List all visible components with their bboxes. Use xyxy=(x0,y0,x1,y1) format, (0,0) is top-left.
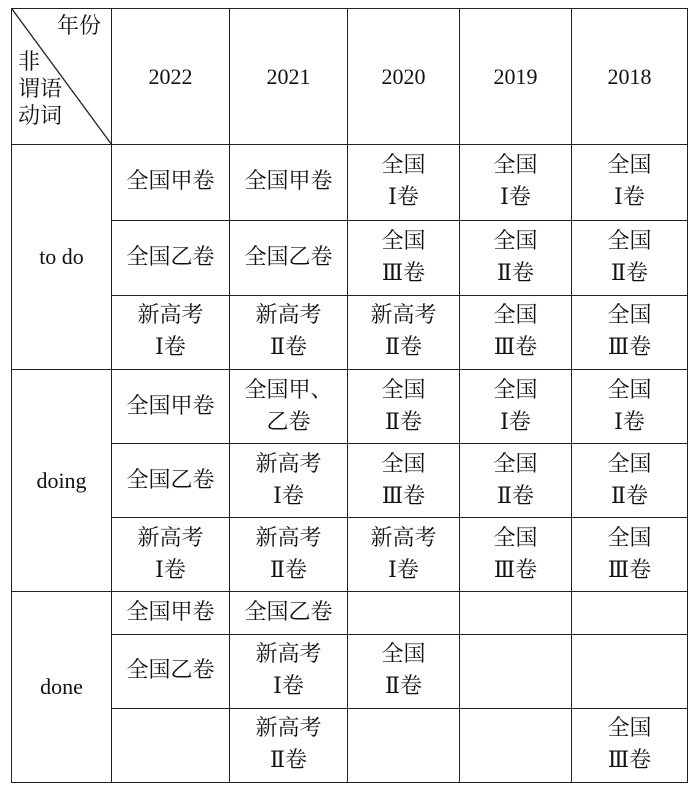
exam-cell-text: 全国 Ⅰ卷 xyxy=(607,153,652,211)
exam-cell-text: 全国 Ⅲ卷 xyxy=(493,525,538,583)
exam-cell xyxy=(112,369,230,443)
exam-cell xyxy=(230,220,348,295)
exam-cell xyxy=(112,444,230,518)
header-row xyxy=(12,9,688,145)
exam-cell-text: 新高考 Ⅰ卷 xyxy=(255,451,322,509)
exam-cell xyxy=(460,295,572,369)
exam-cell xyxy=(460,634,572,708)
exam-cell xyxy=(572,220,688,295)
verb-label: doing xyxy=(12,369,112,592)
exam-cell-text: 全国甲卷 xyxy=(126,393,215,419)
exam-cell xyxy=(112,220,230,295)
table-row xyxy=(12,708,688,782)
table-row xyxy=(12,592,688,634)
exam-cell xyxy=(112,145,230,220)
year-header: 2018 xyxy=(572,9,688,145)
table-row xyxy=(12,369,688,443)
exam-cell xyxy=(572,145,688,220)
exam-cell-text: 全国 Ⅱ卷 xyxy=(381,642,426,700)
exam-cell xyxy=(460,145,572,220)
exam-cell xyxy=(348,634,460,708)
exam-cell xyxy=(460,592,572,634)
exam-cell xyxy=(460,518,572,592)
exam-cell-text: 全国乙卷 xyxy=(244,244,333,270)
exam-cell xyxy=(230,444,348,518)
exam-cell-text: 全国 Ⅰ卷 xyxy=(493,153,538,211)
year-header: 2021 xyxy=(230,9,348,145)
exam-cell-text: 全国甲卷 xyxy=(126,600,215,626)
corner-cell xyxy=(12,9,112,145)
exam-cell-text: 新高考 Ⅰ卷 xyxy=(137,525,204,583)
exam-cell-text: 全国 Ⅲ卷 xyxy=(607,303,652,361)
exam-cell xyxy=(230,518,348,592)
exam-cell-text: 全国 Ⅱ卷 xyxy=(607,451,652,509)
exam-cell xyxy=(230,369,348,443)
year-header: 2020 xyxy=(348,9,460,145)
exam-cell xyxy=(230,592,348,634)
exam-cell-text: 新高考 Ⅰ卷 xyxy=(255,642,322,700)
verb-label: done xyxy=(12,592,112,783)
exam-cell-text: 新高考 Ⅰ卷 xyxy=(370,525,437,583)
table-row xyxy=(12,444,688,518)
exam-cell xyxy=(348,220,460,295)
exam-cell-text: 全国乙卷 xyxy=(126,244,215,270)
table-row xyxy=(12,518,688,592)
exam-cell xyxy=(230,708,348,782)
exam-cell-text: 全国 Ⅲ卷 xyxy=(493,303,538,361)
exam-cell xyxy=(348,592,460,634)
exam-cell-text: 全国甲卷 xyxy=(244,169,333,195)
exam-cell-text: 新高考 Ⅱ卷 xyxy=(255,303,322,361)
exam-cell xyxy=(230,145,348,220)
exam-cell xyxy=(112,708,230,782)
exam-cell-text: 全国甲卷 xyxy=(126,169,215,195)
exam-cell xyxy=(112,518,230,592)
exam-table xyxy=(11,8,688,783)
exam-cell-text: 全国 Ⅱ卷 xyxy=(493,228,538,286)
table-row xyxy=(12,634,688,708)
table-row xyxy=(12,295,688,369)
exam-cell-text: 新高考 Ⅰ卷 xyxy=(137,303,204,361)
verb-label: to do xyxy=(12,145,112,370)
exam-cell-text: 全国 Ⅲ卷 xyxy=(381,451,426,509)
exam-cell xyxy=(230,634,348,708)
table-row xyxy=(12,220,688,295)
exam-cell xyxy=(572,369,688,443)
exam-cell-text: 新高考 Ⅱ卷 xyxy=(255,716,322,774)
exam-cell xyxy=(572,592,688,634)
exam-cell xyxy=(348,444,460,518)
exam-cell-text: 全国 Ⅲ卷 xyxy=(607,525,652,583)
exam-cell-text: 新高考 Ⅱ卷 xyxy=(255,525,322,583)
exam-cell xyxy=(348,369,460,443)
exam-cell xyxy=(572,634,688,708)
exam-cell-text: 全国 Ⅱ卷 xyxy=(493,451,538,509)
corner-verb-label: 非 谓语 动词 xyxy=(18,50,63,129)
exam-cell xyxy=(460,369,572,443)
exam-cell-text: 全国 Ⅰ卷 xyxy=(381,153,426,211)
exam-cell xyxy=(112,592,230,634)
exam-cell-text: 全国 Ⅱ卷 xyxy=(381,377,426,435)
exam-cell-text: 全国 Ⅲ卷 xyxy=(607,716,652,774)
table-row xyxy=(12,145,688,220)
corner-year-label: 年份 xyxy=(56,14,101,39)
exam-cell-text: 全国 Ⅰ卷 xyxy=(607,377,652,435)
exam-cell-text: 全国甲、 乙卷 xyxy=(244,377,333,435)
exam-cell-text: 全国 Ⅲ卷 xyxy=(381,228,426,286)
exam-cell xyxy=(572,444,688,518)
exam-cell-text: 全国乙卷 xyxy=(126,658,215,684)
exam-cell xyxy=(572,708,688,782)
exam-cell-text: 全国 Ⅰ卷 xyxy=(493,377,538,435)
year-header: 2019 xyxy=(460,9,572,145)
exam-cell xyxy=(572,295,688,369)
exam-cell-text: 全国 Ⅱ卷 xyxy=(607,228,652,286)
exam-cell xyxy=(348,145,460,220)
exam-cell xyxy=(460,220,572,295)
exam-cell xyxy=(112,295,230,369)
exam-cell-text: 全国乙卷 xyxy=(244,600,333,626)
exam-cell xyxy=(348,518,460,592)
exam-cell xyxy=(348,708,460,782)
exam-cell xyxy=(348,295,460,369)
exam-cell xyxy=(572,518,688,592)
exam-cell xyxy=(460,708,572,782)
exam-cell xyxy=(112,634,230,708)
exam-cell xyxy=(230,295,348,369)
year-header: 2022 xyxy=(112,9,230,145)
exam-cell xyxy=(460,444,572,518)
exam-cell-text: 新高考 Ⅱ卷 xyxy=(370,303,437,361)
exam-cell-text: 全国乙卷 xyxy=(126,467,215,493)
